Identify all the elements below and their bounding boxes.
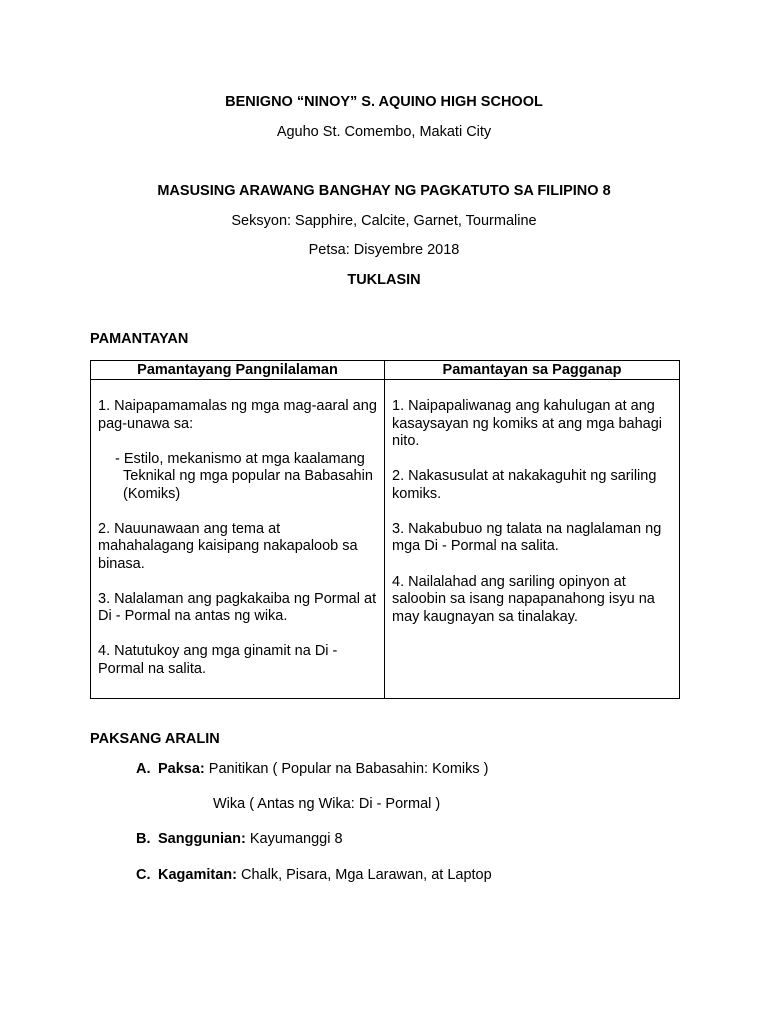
date-line: Petsa: Disyembre 2018 bbox=[308, 242, 460, 258]
list-value: Panitikan ( Popular na Babasahin: Komiks ) bbox=[208, 761, 489, 777]
list-letter: B. bbox=[136, 831, 151, 847]
list-label: Paksa: bbox=[158, 761, 205, 777]
list-item-paksa bbox=[136, 760, 488, 778]
content-standard-2: 2. Nauunawaan ang tema at mahahalagang kaisipang nakapaloob sa binasa. bbox=[98, 520, 358, 572]
list-item-paksa-wika: Wika ( Antas ng Wika: Di - Pormal ) bbox=[213, 796, 441, 812]
standards-table bbox=[90, 360, 680, 699]
list-item-sanggunian bbox=[136, 830, 343, 848]
col2-cell bbox=[385, 380, 680, 699]
col1-cell bbox=[91, 380, 385, 699]
content-standard-1: 1. Naipapamamalas ng mga mag-aaral ang pag-unawa sa: bbox=[98, 398, 377, 432]
school-address: Aguho St. Comembo, Makati City bbox=[276, 124, 492, 140]
col2-header: Pamantayan sa Pagganap bbox=[385, 361, 680, 380]
content-standard-4: 4. Natutukoy ang mga ginamit na Di - Pormal na salita. bbox=[98, 643, 338, 677]
content-standard-1-sub: - Estilo, mekanismo at mga kaalamang Teknikal ng mga popular na Babasahin (Komiks) bbox=[115, 450, 373, 502]
pamantayan-heading: PAMANTAYAN bbox=[90, 331, 189, 347]
performance-standard-4: 4. Nailalahad ang sariling opinyon at saloobin sa isang napapanahong isyu na may kaugnayan sa tinalakay. bbox=[392, 573, 655, 625]
list-letter: A. bbox=[136, 761, 151, 777]
paksang-aralin-heading: PAKSANG ARALIN bbox=[90, 731, 220, 747]
subtitle: TUKLASIN bbox=[347, 272, 421, 288]
list-value: Kayumanggi 8 bbox=[249, 831, 343, 847]
list-item-kagamitan bbox=[136, 866, 492, 884]
list-letter: C. bbox=[136, 867, 151, 883]
list-label: Sanggunian: bbox=[158, 831, 246, 847]
section-line: Seksyon: Sapphire, Calcite, Garnet, Tourmaline bbox=[231, 213, 537, 229]
school-name: BENIGNO “NINOY” S. AQUINO HIGH SCHOOL bbox=[225, 94, 543, 110]
content-standard-3: 3. Nalalaman ang pagkakaiba ng Pormal at Di - Pormal na antas ng wika. bbox=[98, 590, 377, 624]
list-value: Chalk, Pisara, Mga Larawan, at Laptop bbox=[241, 867, 492, 883]
document-title: MASUSING ARAWANG BANGHAY NG PAGKATUTO SA FILIPINO 8 bbox=[157, 183, 611, 199]
list-label: Kagamitan: bbox=[158, 867, 237, 883]
performance-standard-3: 3. Nakabubuo ng talata na naglalaman ng mga Di - Pormal na salita. bbox=[392, 520, 662, 554]
performance-standard-2: 2. Nakasusulat at nakakaguhit ng sariling komiks. bbox=[392, 468, 657, 502]
performance-standard-1: 1. Naipapaliwanag ang kahulugan at ang kasaysayan ng komiks at ang mga bahagi nito. bbox=[392, 398, 663, 449]
col1-header: Pamantayang Pangnilalaman bbox=[91, 361, 385, 380]
